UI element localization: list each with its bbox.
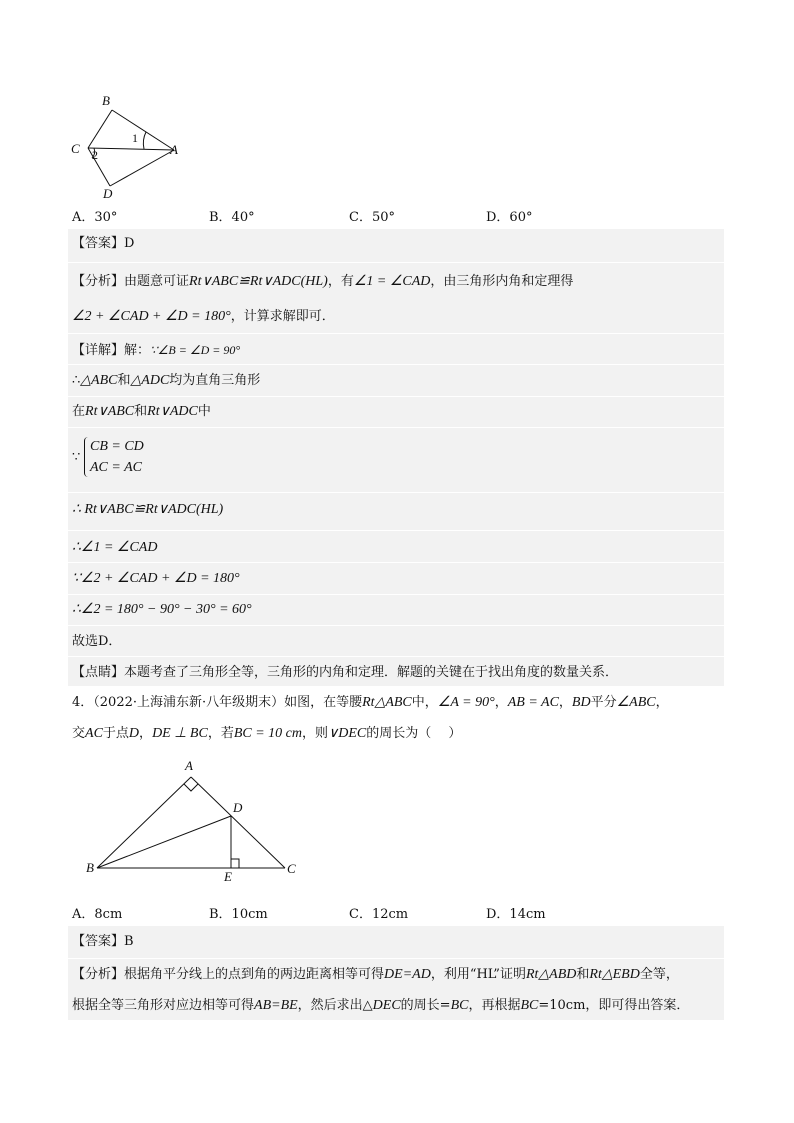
q3-choice-b: B．40° bbox=[209, 210, 255, 225]
analysis-tag: 【分析】 bbox=[72, 967, 125, 982]
divider bbox=[68, 364, 724, 365]
q4-math: ∠ABC bbox=[616, 695, 656, 710]
analysis-text: 由题意可证 bbox=[124, 274, 190, 289]
figure-q4-drawing bbox=[80, 755, 320, 890]
divider bbox=[68, 262, 724, 263]
analysis-math: AB=BE bbox=[254, 998, 298, 1013]
analysis-text: ，然后求出△ bbox=[297, 998, 373, 1013]
analysis-text: 和 bbox=[576, 967, 590, 982]
q4-analysis-row1 bbox=[72, 966, 679, 984]
analysis-tag: 【分析】 bbox=[72, 274, 125, 289]
divider bbox=[68, 427, 724, 428]
analysis-text: ，再根据 bbox=[468, 998, 521, 1013]
q3-choice-c: C．50° bbox=[349, 210, 395, 225]
q3-detail-row6 bbox=[72, 570, 240, 588]
label-C: C bbox=[71, 141, 80, 156]
detail-text: 和 bbox=[134, 404, 148, 419]
analysis-math: Rt△EBD bbox=[589, 967, 640, 982]
analysis-text: 根据角平分线上的点到角的两边距离相等可得 bbox=[124, 967, 385, 982]
figure-q3-drawing bbox=[60, 90, 200, 205]
detail-text: 在 bbox=[72, 404, 86, 419]
label-B: B bbox=[86, 860, 94, 875]
detail-math: Rt∨ABC bbox=[85, 404, 135, 419]
q4-stem-line2 bbox=[72, 725, 461, 743]
q4-text: ，则 bbox=[302, 726, 329, 741]
q3-analysis-row2 bbox=[72, 308, 335, 326]
divider bbox=[68, 396, 724, 397]
answer-value: D bbox=[124, 236, 135, 251]
q4-text: 的周长为（ ） bbox=[366, 726, 462, 741]
detail-text: ∴ bbox=[72, 373, 81, 388]
answer-tag: 【答案】 bbox=[72, 236, 125, 251]
brace-math: AC = AC bbox=[90, 460, 142, 475]
analysis-math: DEC bbox=[372, 998, 401, 1013]
detail-math: ∵∠2 + ∠CAD + ∠D = 180° bbox=[72, 571, 240, 586]
analysis-text: ，由三角形内角和定理得 bbox=[430, 274, 574, 289]
q4-math: DE ⊥ BC bbox=[152, 726, 208, 741]
detail-math: ∴∠2 = 180° − 90° − 30° = 60° bbox=[72, 602, 252, 617]
because-symbol: ∵ bbox=[72, 450, 81, 465]
q4-text: 于点 bbox=[102, 726, 129, 741]
q4-text: 平分 bbox=[590, 695, 617, 710]
detail-math: ∴ Rt∨ABC≌Rt∨ADC(HL) bbox=[72, 502, 224, 517]
divider bbox=[68, 562, 724, 563]
figure-q3 bbox=[60, 90, 200, 205]
q3-analysis-row1 bbox=[72, 273, 573, 291]
q4-choice-d: D．14cm bbox=[486, 907, 546, 922]
q4-math: D bbox=[128, 726, 140, 741]
comment-text: 本题考查了三角形全等，三角形的内角和定理．解题的关键在于找出角度的数量关系． bbox=[124, 665, 619, 680]
label-A: A bbox=[185, 758, 193, 773]
analysis-math: BC bbox=[450, 998, 469, 1013]
answer-tag: 【答案】 bbox=[72, 934, 125, 949]
q4-text: 交 bbox=[72, 726, 86, 741]
q3-detail-row2 bbox=[72, 372, 260, 390]
divider bbox=[68, 958, 724, 959]
brace-line-2 bbox=[90, 459, 142, 477]
divider bbox=[68, 333, 724, 334]
answer-value: B bbox=[124, 934, 134, 949]
q3-comment-row bbox=[72, 664, 618, 682]
analysis-math: Rt∨ABC≌Rt∨ADC(HL) bbox=[189, 274, 328, 289]
figure-q4 bbox=[80, 755, 320, 890]
q4-choice-b: B．10cm bbox=[209, 907, 268, 922]
q3-detail-row5 bbox=[72, 539, 157, 557]
q3-choices bbox=[72, 206, 732, 226]
q4-math: BC = 10 cm bbox=[233, 726, 302, 741]
q4-text: 4．（2022·上海浦东新·八年级期末）如图，在等腰 bbox=[72, 695, 363, 710]
q4-text: ，若 bbox=[207, 726, 234, 741]
q3-detail-row7 bbox=[72, 601, 252, 619]
analysis-text: ，利用“HL”证明 bbox=[430, 967, 526, 982]
q4-text: ， bbox=[558, 695, 572, 710]
label-D: D bbox=[103, 186, 113, 201]
divider bbox=[68, 625, 724, 626]
label-A: A bbox=[170, 142, 178, 157]
divider bbox=[68, 492, 724, 493]
q4-answer-row bbox=[72, 933, 134, 951]
q3-answer-row bbox=[72, 235, 134, 253]
q3-detail-row1 bbox=[72, 341, 240, 360]
analysis-text: 全等， bbox=[639, 967, 679, 982]
brace-math: CB = CD bbox=[90, 439, 144, 454]
label-E: E bbox=[224, 869, 232, 884]
q4-text: ， bbox=[655, 695, 669, 710]
q4-choice-c: C．12cm bbox=[349, 907, 409, 922]
analysis-text: 的周长= bbox=[400, 998, 451, 1013]
q4-math: BD bbox=[571, 695, 591, 710]
analysis-text: ，有 bbox=[327, 274, 354, 289]
analysis-math: BC bbox=[520, 998, 539, 1013]
label-B: B bbox=[102, 93, 110, 108]
q3-detail-row4 bbox=[72, 501, 223, 519]
analysis-text: 根据全等三角形对应边相等可得 bbox=[72, 998, 255, 1013]
label-C: C bbox=[287, 861, 296, 876]
q4-choices bbox=[72, 903, 732, 923]
divider bbox=[68, 656, 724, 657]
q3-choice-a: A．30° bbox=[72, 210, 118, 225]
q4-math: ∨DEC bbox=[328, 726, 367, 741]
detail-math: Rt∨ADC bbox=[147, 404, 198, 419]
q4-text: 中， bbox=[411, 695, 438, 710]
analysis-math: Rt△ABD bbox=[525, 967, 577, 982]
divider bbox=[68, 594, 724, 595]
analysis-math: ∠2 + ∠CAD + ∠D = 180° bbox=[72, 309, 231, 324]
q4-stem-line1 bbox=[72, 694, 669, 712]
detail-tag: 【详解】 bbox=[72, 343, 125, 358]
q4-choice-a: A．8cm bbox=[72, 907, 123, 922]
analysis-math: ∠1 = ∠CAD bbox=[353, 274, 431, 289]
comment-tag: 【点睛】 bbox=[72, 665, 125, 680]
detail-text: 解： bbox=[124, 343, 151, 358]
q4-math: AB = AC bbox=[507, 695, 559, 710]
detail-math: △ABC bbox=[80, 373, 118, 388]
detail-math: ∵∠B = ∠D = 90° bbox=[150, 343, 241, 357]
divider bbox=[68, 530, 724, 531]
analysis-math: DE=AD bbox=[384, 967, 431, 982]
q4-analysis-row2 bbox=[72, 997, 689, 1015]
q4-math: Rt△ABC bbox=[362, 695, 412, 710]
q3-detail-row3 bbox=[72, 403, 211, 421]
angle-1-label: 1 bbox=[132, 131, 138, 145]
q4-text: ， bbox=[494, 695, 508, 710]
brace-line-1 bbox=[90, 438, 144, 456]
detail-math: △ADC bbox=[130, 373, 170, 388]
q4-math: ∠A = 90° bbox=[437, 695, 495, 710]
q4-math: AC bbox=[85, 726, 103, 741]
detail-math: ∴∠1 = ∠CAD bbox=[72, 540, 158, 555]
label-D: D bbox=[233, 800, 243, 815]
q3-choice-d: D．60° bbox=[486, 210, 533, 225]
q4-text: ， bbox=[139, 726, 153, 741]
detail-text: 均为直角三角形 bbox=[169, 373, 261, 388]
analysis-text: ，计算求解即可． bbox=[230, 309, 335, 324]
detail-text: 和 bbox=[117, 373, 131, 388]
analysis-text: =10cm，即可得出答案． bbox=[538, 998, 690, 1013]
q3-detail-row8: 故选D． bbox=[72, 634, 122, 649]
angle-2-label: 2 bbox=[92, 148, 98, 162]
detail-text: 中 bbox=[197, 404, 211, 419]
